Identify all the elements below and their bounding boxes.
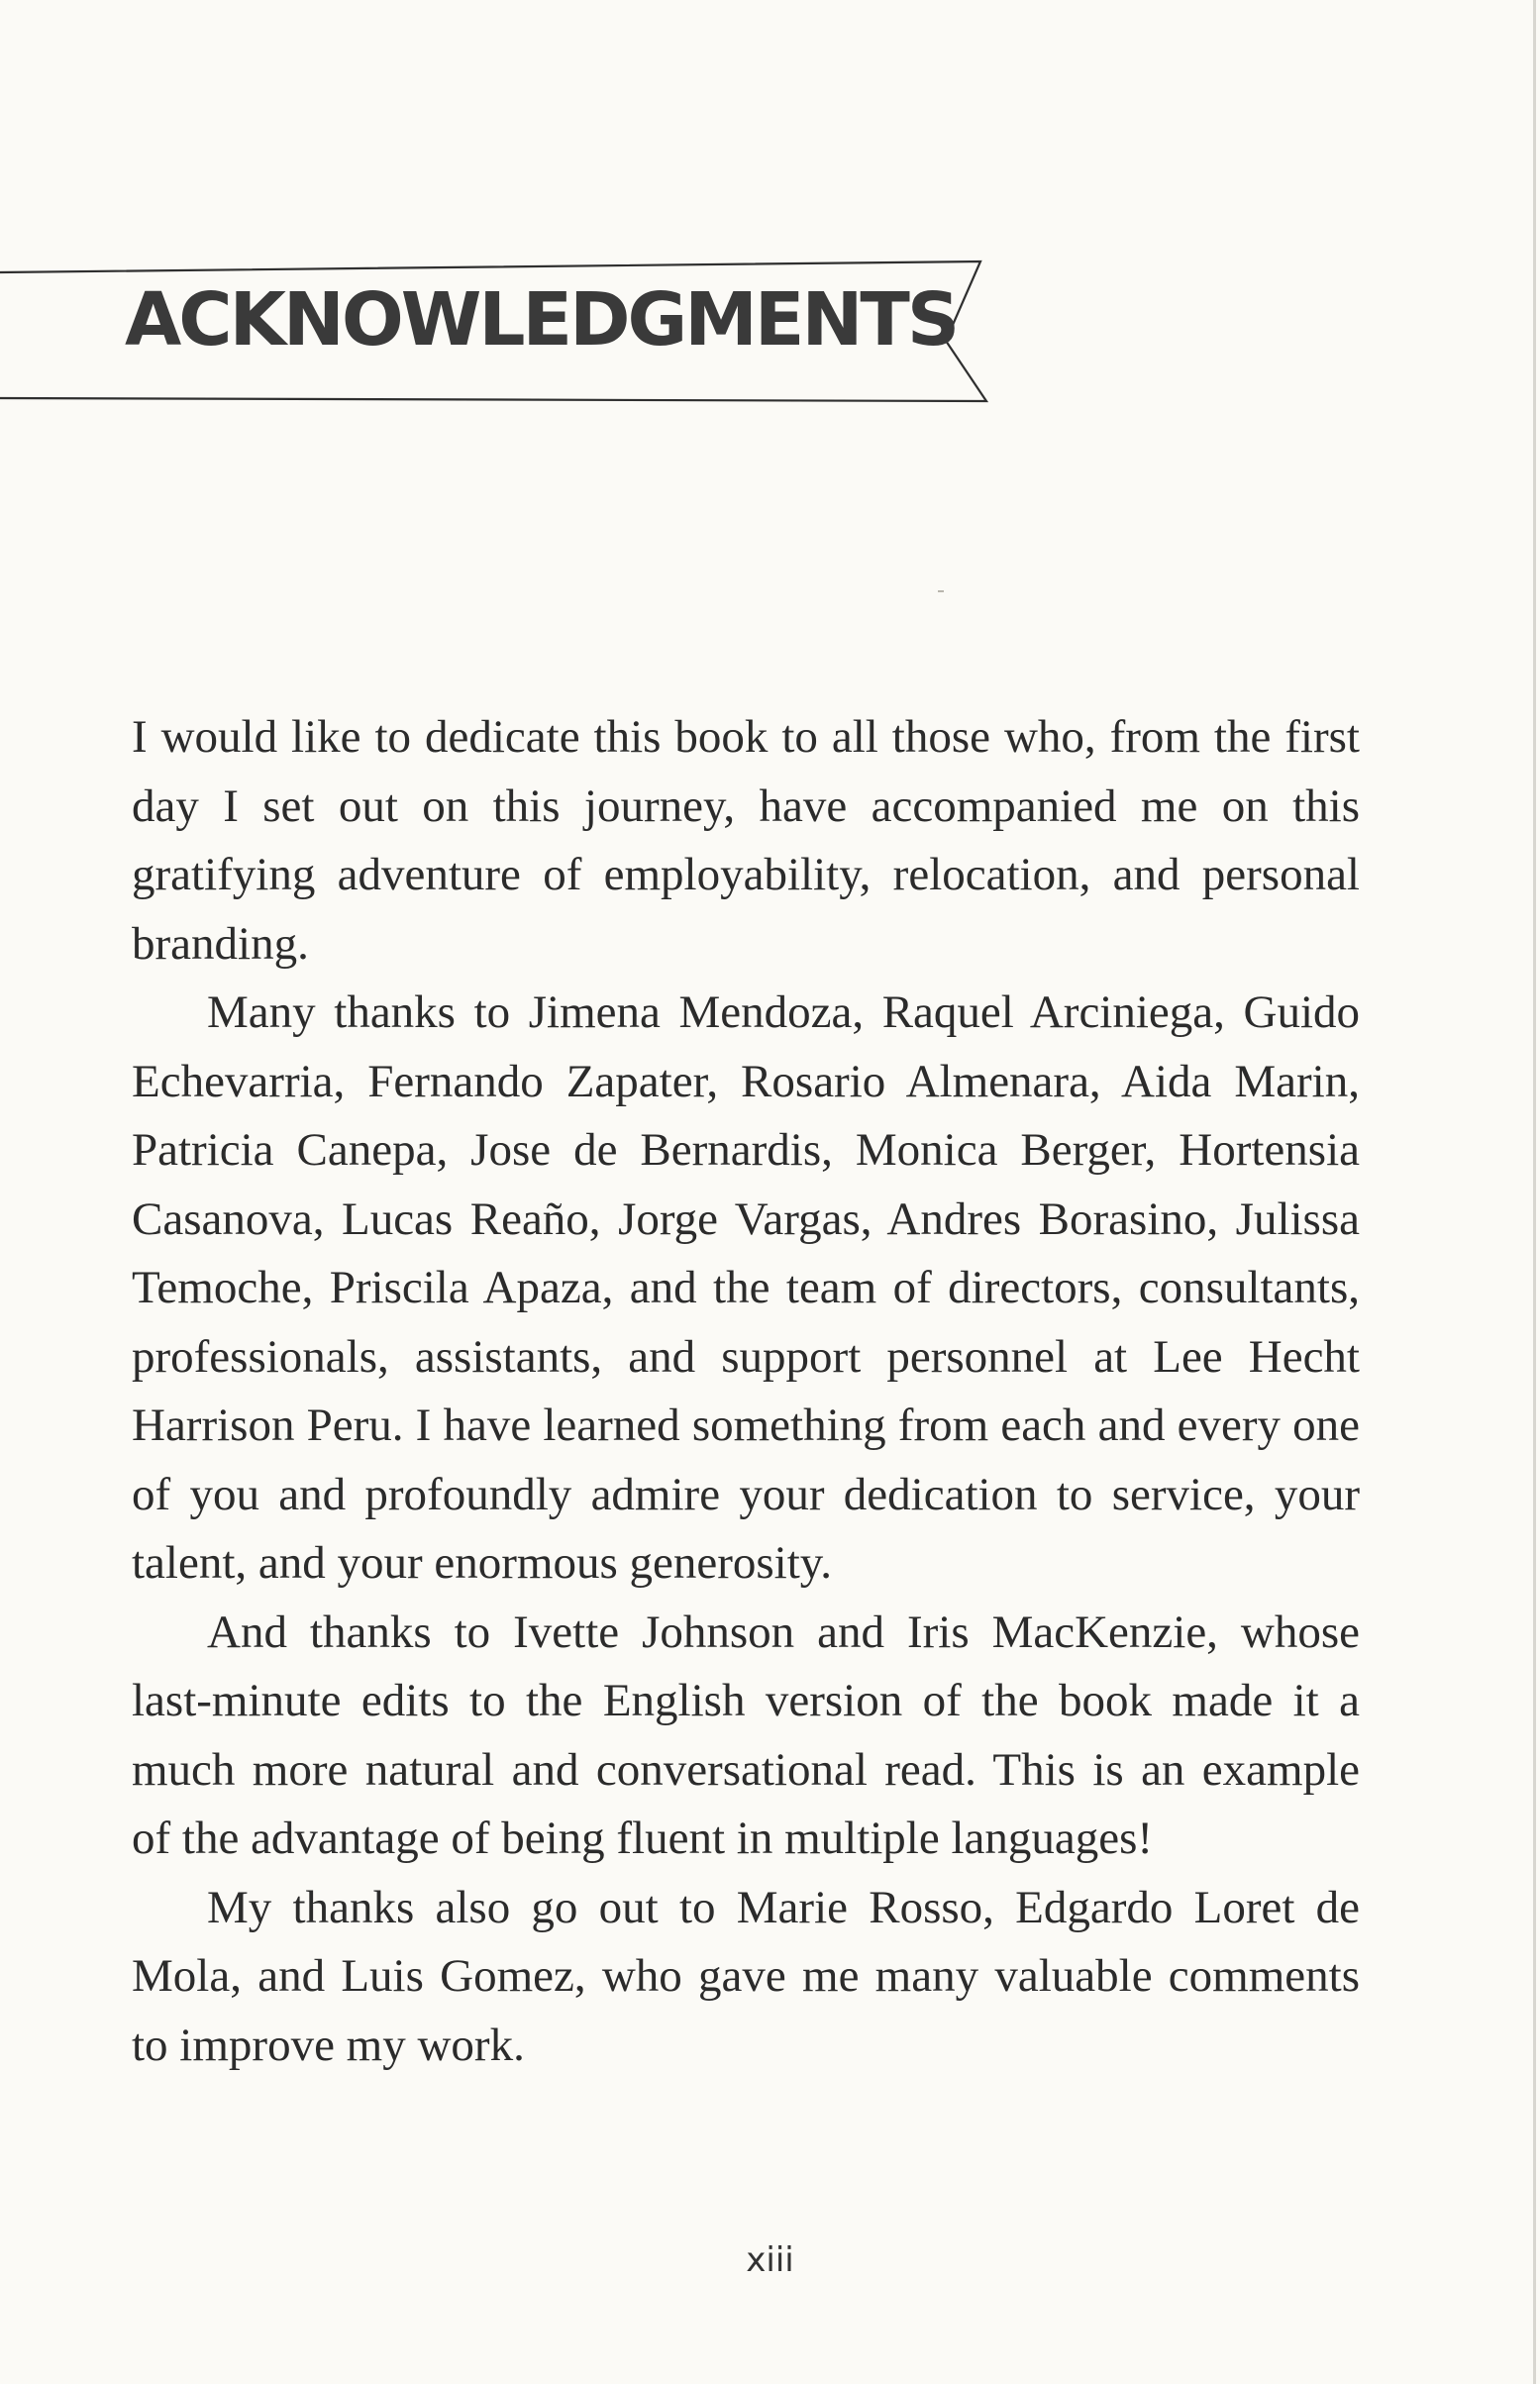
paper-speck <box>938 590 944 592</box>
chapter-title: ACKNOWLEDGMENTS <box>125 277 958 363</box>
page-number: xiii <box>746 2240 794 2280</box>
paragraph-thanks-reviewers: My thanks also go out to Marie Rosso, Edgardo Loret de Mola, and Luis Gomez, who gave me many valuable comments to improve my work. <box>132 1881 1360 2071</box>
acknowledgments-body <box>132 703 1360 2080</box>
page-edge-shadow <box>1533 0 1536 2384</box>
paragraph-dedication: I would like to dedicate this book to all those who, from the first day I set out on this journey, have accompanied me on this gratifying adventure of employability, relocation, and personal branding. <box>132 711 1360 970</box>
paragraph-thanks-team: Many thanks to Jimena Mendoza, Raquel Arciniega, Guido Echevarria, Fernando Zapater, Rosario Almenara, Aida Marin, Patricia Canepa, Jose de Bernardis, Monica Berger, Hortensia Casanova, Lucas Reaño, Jorge Vargas, Andres Borasino, Julissa Temoche, Priscila Apaza, and the team of directors, consultants, professionals, assistants, and support personnel at Lee Hecht Harrison Peru. I have learned something from each and every one of you and profoundly admire your dedication to service, your talent, and your enormous generosity. <box>132 986 1360 1589</box>
paragraph-thanks-editors: And thanks to Ivette Johnson and Iris MacKenzie, whose last-minute edits to the English version of the book made it a much more natural and conversational read. This is an example of the advantage of being fluent in multiple languages! <box>132 1606 1360 1864</box>
